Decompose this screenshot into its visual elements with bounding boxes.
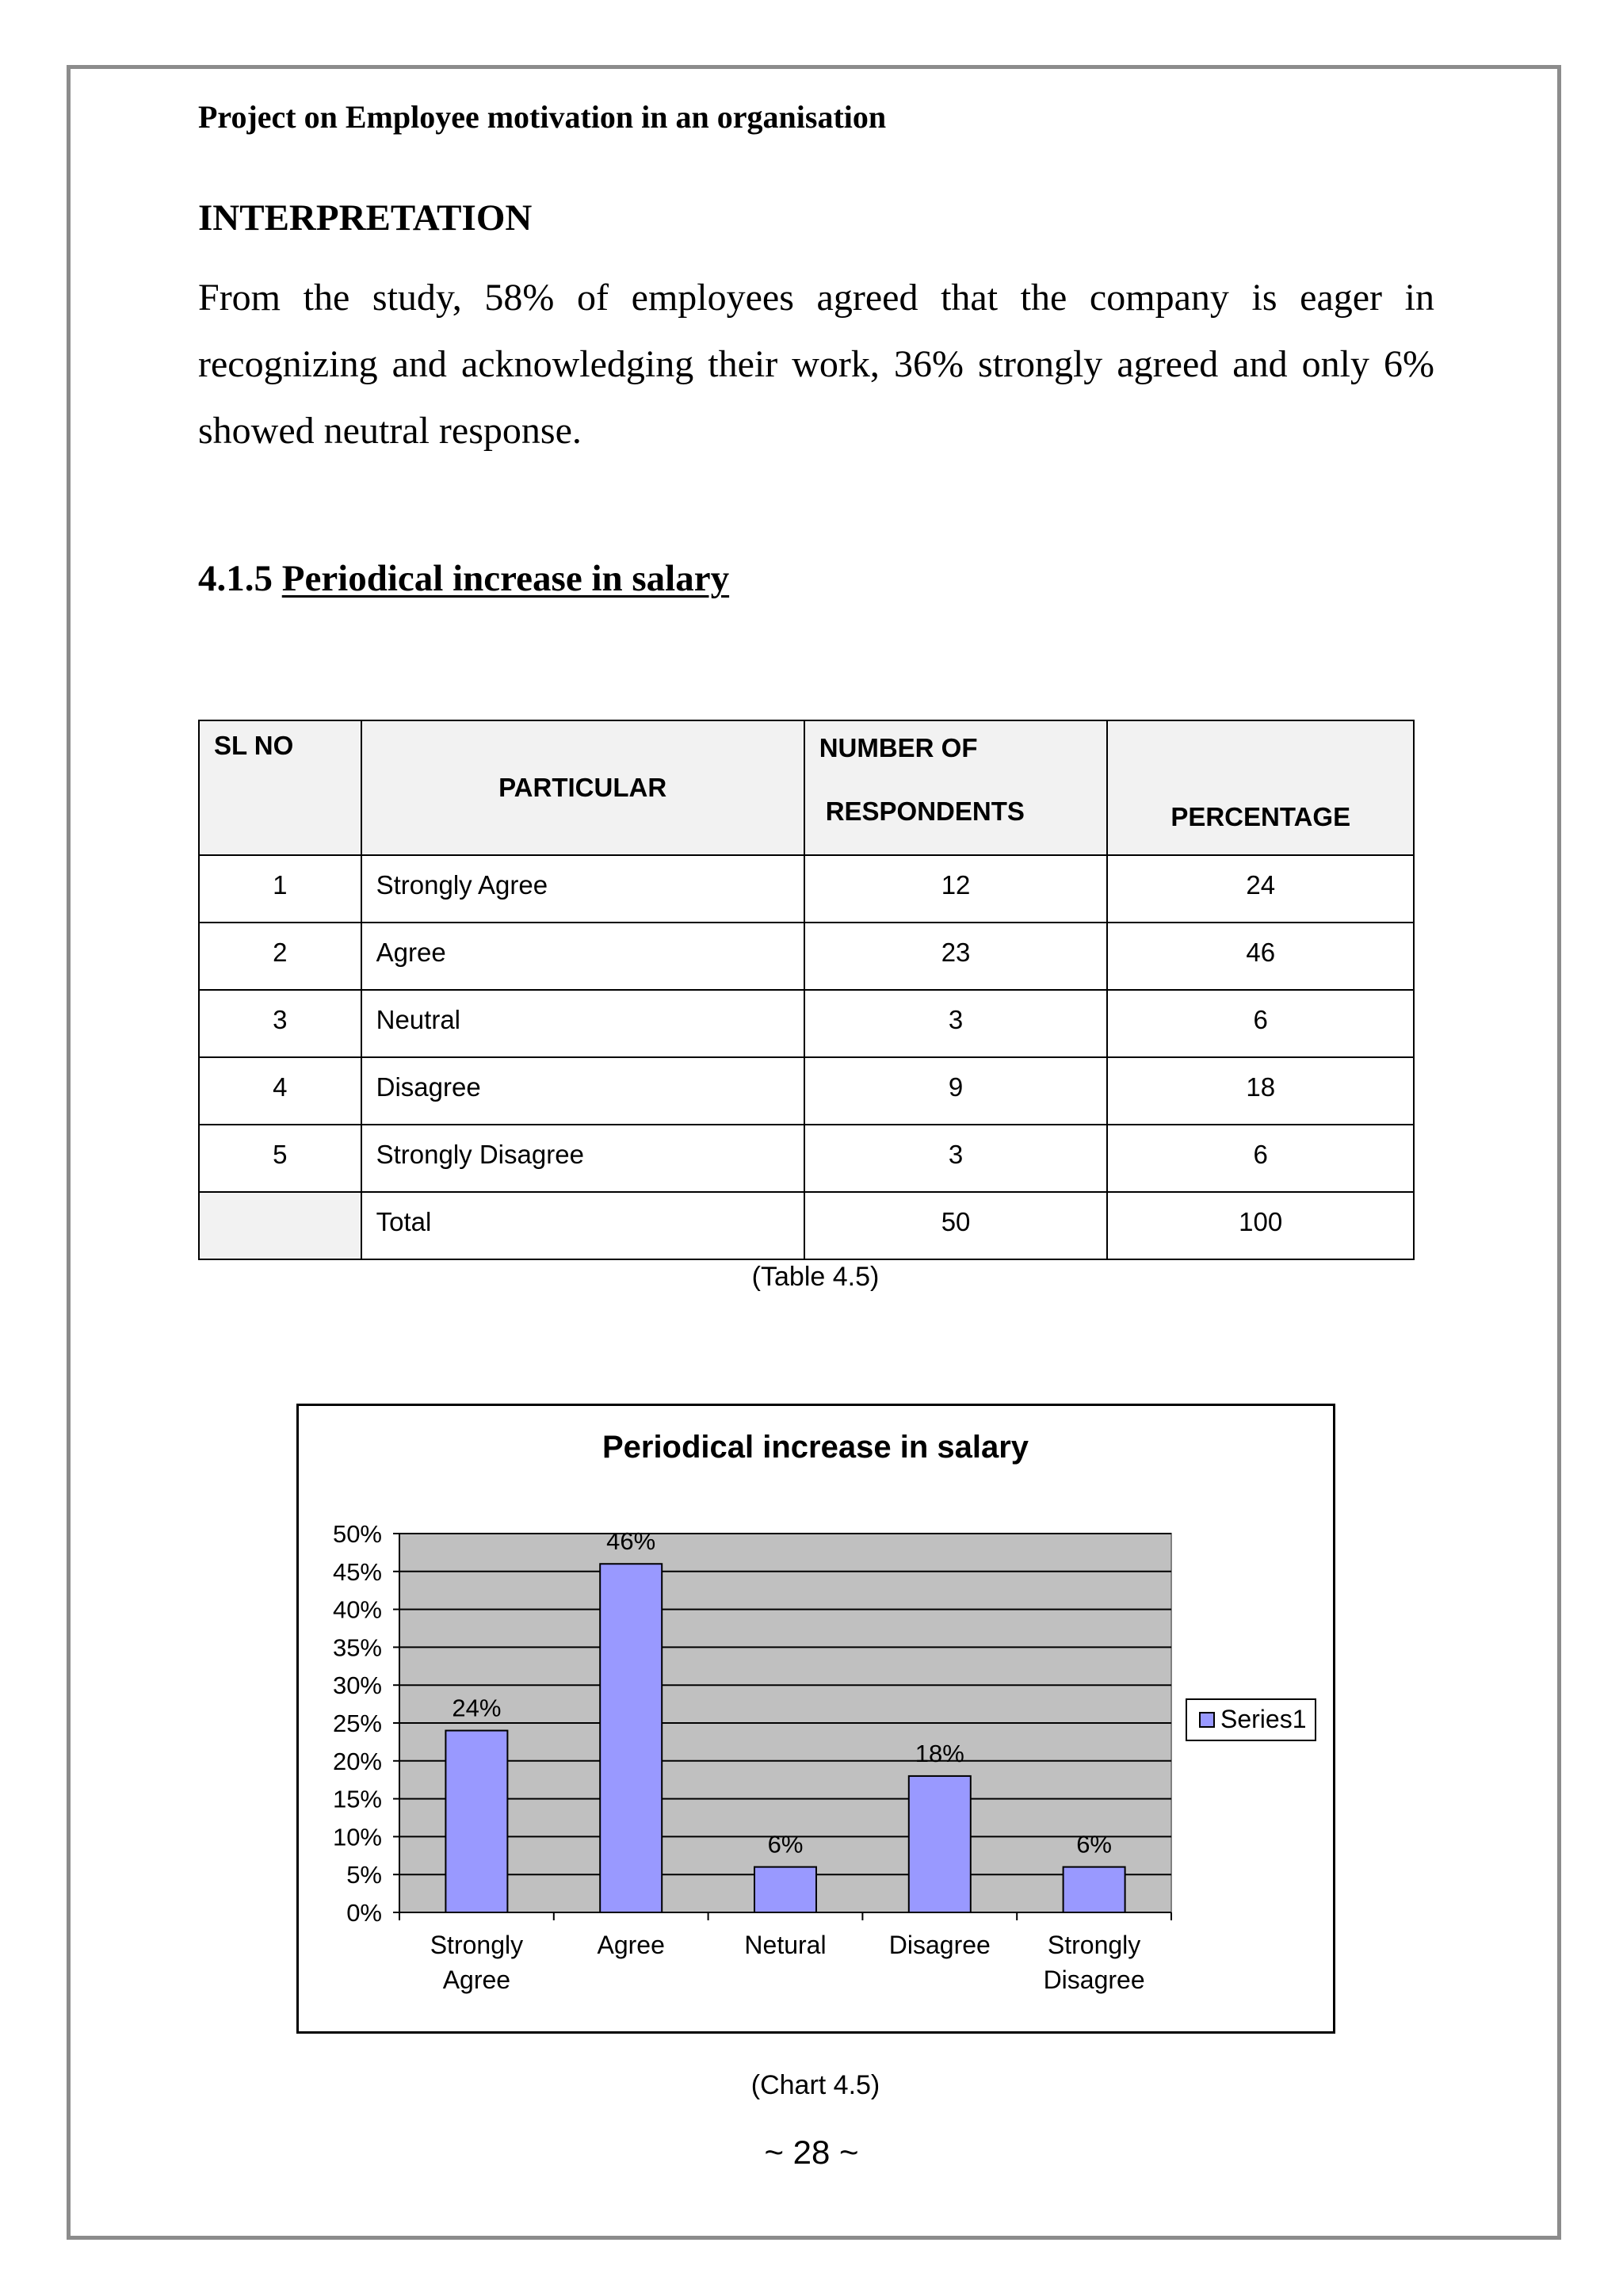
x-tick-label: Disagree: [888, 1931, 991, 1959]
cell-percentage: 6: [1107, 990, 1414, 1057]
cell-particular: Total: [361, 1192, 804, 1259]
y-tick-label: 35%: [332, 1633, 382, 1662]
cell-respondents: 3: [804, 1125, 1108, 1192]
cell-respondents: 23: [804, 923, 1108, 990]
cell-percentage: 6: [1107, 1125, 1414, 1192]
header-sl-no: SL NO: [199, 720, 361, 855]
data-label: 6%: [1076, 1830, 1113, 1859]
table-row: [199, 855, 1414, 923]
bar: [1064, 1867, 1125, 1912]
cell-particular: Disagree: [361, 1057, 804, 1125]
cell-respondents: 12: [804, 855, 1108, 923]
responses-table: [198, 720, 1415, 1260]
cell-particular: Strongly Disagree: [361, 1125, 804, 1192]
x-tick-label: Agree: [442, 1966, 511, 1994]
y-tick-label: 10%: [332, 1823, 382, 1851]
x-tick-label: Strongly: [430, 1931, 524, 1959]
data-label: 24%: [452, 1694, 502, 1722]
y-tick-label: 45%: [332, 1557, 382, 1586]
table-header-row: [199, 720, 1414, 855]
legend-label: Series1: [1220, 1705, 1307, 1733]
x-tick-label: Netural: [744, 1931, 827, 1959]
cell-sl: 5: [199, 1125, 361, 1192]
cell-particular: Neutral: [361, 990, 804, 1057]
x-tick-label: Disagree: [1043, 1966, 1145, 1994]
chart-container: [296, 1404, 1335, 2034]
subsection-title: Periodical increase in salary: [281, 558, 730, 599]
cell-particular: Agree: [361, 923, 804, 990]
bar: [754, 1867, 816, 1912]
cell-sl: 2: [199, 923, 361, 990]
y-tick-label: 30%: [332, 1671, 382, 1700]
bar-chart: [299, 1406, 1333, 2031]
y-tick-label: 15%: [332, 1785, 382, 1813]
table-total-row: [199, 1192, 1414, 1259]
x-tick-label: Strongly: [1047, 1931, 1141, 1959]
y-tick-label: 25%: [332, 1710, 382, 1737]
cell-respondents: 9: [804, 1057, 1108, 1125]
bar: [600, 1564, 662, 1912]
cell-percentage: 100: [1107, 1192, 1414, 1259]
legend-swatch: [1200, 1713, 1214, 1727]
interpretation-paragraph: From the study, 58% of employees agreed that the company is eager in recognizing and acknowledging their work, 36% strongly agreed and only 6% showed neutral response.: [198, 277, 1434, 452]
subsection-heading: [198, 557, 729, 600]
data-label: 6%: [767, 1830, 804, 1859]
bar: [909, 1776, 971, 1912]
running-header: Project on Employee motivation in an organisation: [198, 99, 887, 135]
table-row: [199, 1125, 1414, 1192]
chart-caption: (Chart 4.5): [750, 2070, 880, 2100]
table-caption: (Table 4.5): [751, 1262, 880, 1292]
cell-percentage: 24: [1107, 855, 1414, 923]
cell-particular: Strongly Agree: [361, 855, 804, 923]
table-row: [199, 990, 1414, 1057]
y-tick-label: 50%: [332, 1520, 382, 1548]
cell-sl: 3: [199, 990, 361, 1057]
cell-sl: 1: [199, 855, 361, 923]
header-number-line1: NUMBER OF: [819, 733, 978, 762]
bar: [445, 1731, 507, 1912]
header-number-line2: RESPONDENTS: [825, 797, 1025, 826]
cell-respondents: 50: [804, 1192, 1108, 1259]
y-tick-label: 5%: [346, 1861, 382, 1889]
y-tick-label: 0%: [346, 1899, 382, 1927]
y-tick-label: 20%: [332, 1747, 382, 1775]
cell-percentage: 46: [1107, 923, 1414, 990]
page-number: ~ 28 ~: [764, 2134, 859, 2171]
x-tick-label: Agree: [597, 1931, 665, 1959]
cell-sl: [199, 1192, 361, 1259]
subsection-number: 4.1.5: [198, 558, 273, 599]
header-particular: PARTICULAR: [361, 720, 804, 855]
cell-percentage: 18: [1107, 1057, 1414, 1125]
interpretation-heading: INTERPRETATION: [198, 197, 533, 239]
header-percentage: PERCENTAGE: [1107, 720, 1414, 855]
chart-title: Periodical increase in salary: [601, 1430, 1029, 1465]
data-label: 18%: [915, 1739, 964, 1767]
cell-sl: 4: [199, 1057, 361, 1125]
table-row: [199, 1057, 1414, 1125]
table-row: [199, 923, 1414, 990]
y-tick-label: 40%: [332, 1595, 382, 1624]
data-label: 46%: [606, 1527, 656, 1556]
cell-respondents: 3: [804, 990, 1108, 1057]
header-number-of-respondents: [804, 720, 1108, 855]
